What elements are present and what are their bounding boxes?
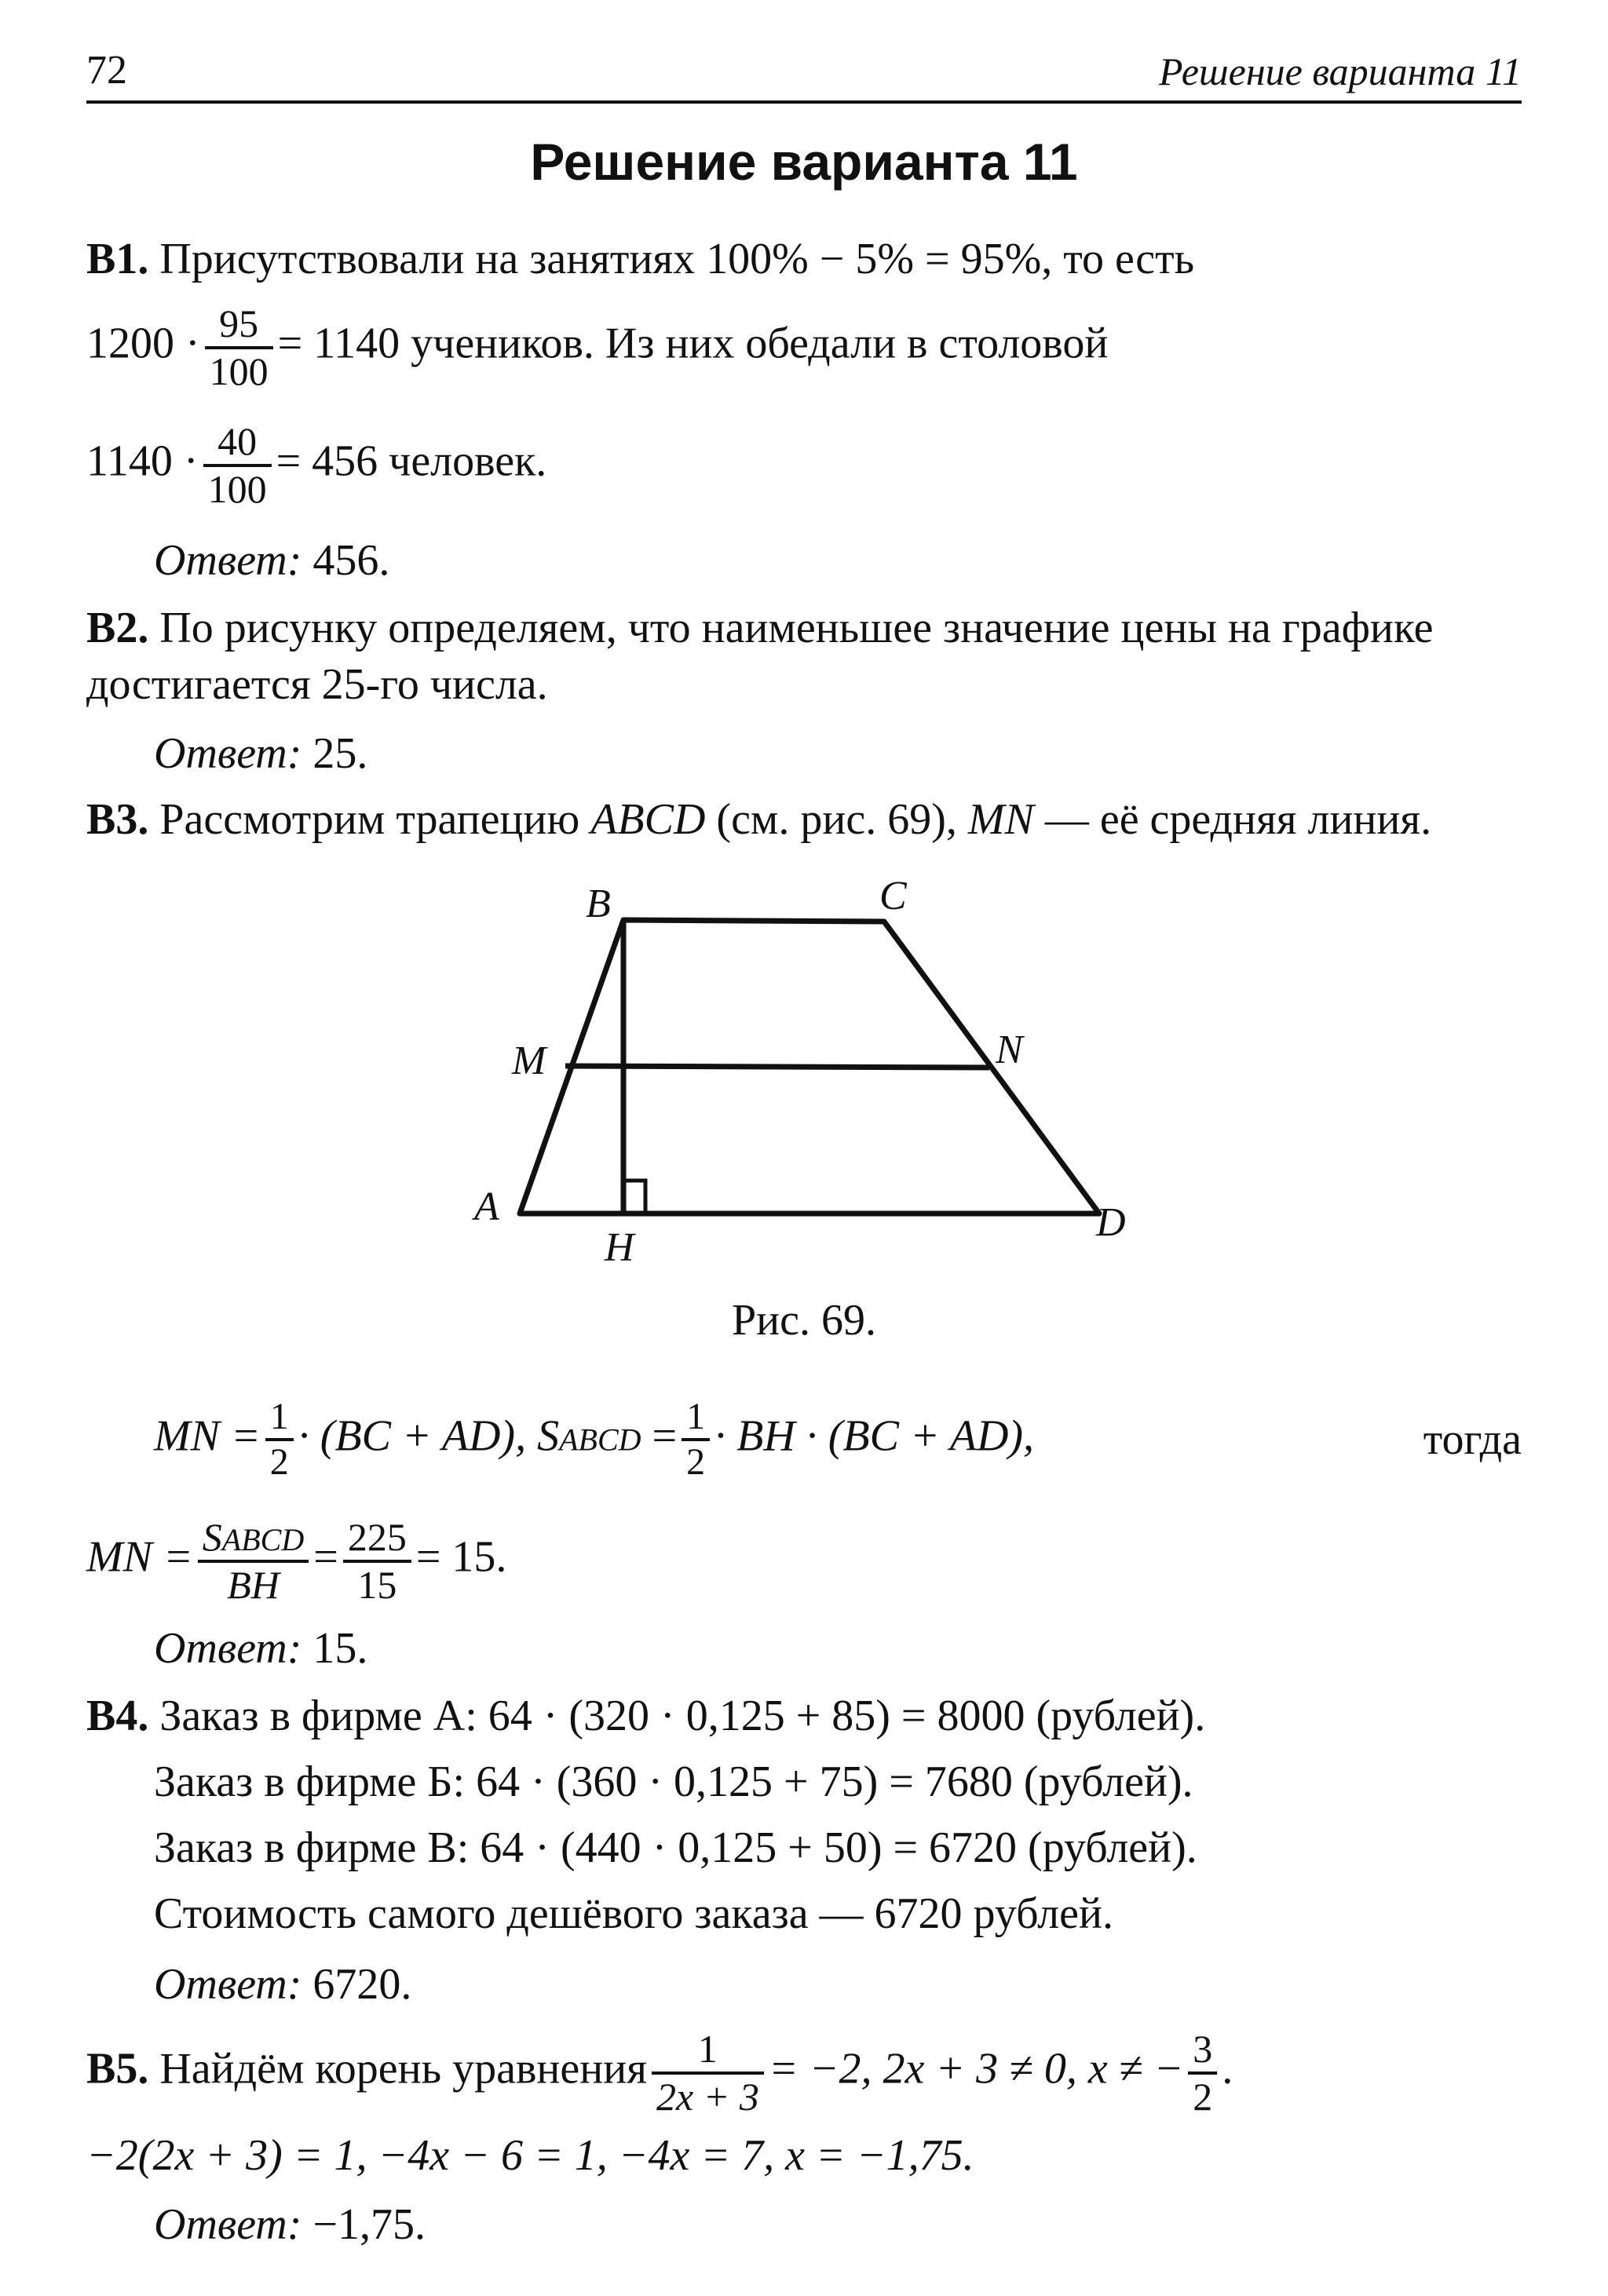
b4-answer: [154, 1960, 412, 2009]
b1-label: B1.: [86, 235, 149, 283]
b2-answer: [154, 729, 368, 778]
figure-caption: Рис. 69.: [732, 1296, 876, 1345]
b3-answer: [154, 1624, 368, 1673]
b2-line2: достигается 25-го числа.: [86, 660, 548, 709]
b5-text-b: = −2, 2x + 3 ≠ 0, x ≠ −: [768, 2044, 1184, 2093]
frac-den: 100: [205, 346, 273, 392]
answer-value: 6720.: [312, 1960, 412, 2009]
fraction-one-half: [265, 1397, 294, 1483]
frac-den: 15: [343, 1560, 411, 1606]
fraction-one-over-2x3: [652, 2028, 764, 2117]
label-c: C: [879, 874, 907, 918]
b4-line1: [86, 1694, 1205, 1738]
trapezoid-figure: [440, 863, 1146, 1272]
frac-den: 2: [265, 1438, 294, 1482]
label-a: A: [474, 1185, 499, 1229]
label-h: H: [605, 1225, 634, 1270]
label-m: M: [512, 1038, 546, 1083]
frac-den: 2: [682, 1438, 710, 1482]
b3-text-b: (см. рис. 69),: [716, 795, 957, 844]
right-angle-mark: [623, 1181, 645, 1214]
frac-num: 225: [347, 1515, 407, 1559]
b1-text: Присутствовали на занятиях 100% − 5% = 95%, то есть: [159, 235, 1195, 283]
b3-formula1-expr: [154, 1397, 1034, 1483]
b3-var-abcd: ABCD: [590, 795, 706, 844]
page-title: Решение варианта 11: [530, 133, 1078, 191]
b3-f1-sum: · (BC + AD),: [298, 1411, 527, 1461]
b4-line3: Заказ в фирме В: 64 · (440 · 0,125 + 50) = 6720 (рублей).: [154, 1823, 1197, 1872]
b1-line2: [86, 303, 1108, 392]
b5-line2: −2(2x + 3) = 1, −4x − 6 = 1, −4x = 7, x = −1,75.: [86, 2131, 974, 2180]
b1-line3: [86, 421, 546, 509]
b3-f2-sub: ABCD: [221, 1522, 305, 1557]
answer-label: Ответ:: [154, 536, 302, 585]
b3-f1-tail: тогда: [1423, 1415, 1522, 1465]
label-n: N: [996, 1028, 1023, 1072]
b5-label: B5.: [86, 2044, 149, 2093]
b2-text: По рисунку определяем, что наименьшее значение цены на графике: [159, 604, 1434, 652]
frac-num: 40: [217, 419, 258, 463]
answer-value: −1,75.: [312, 2200, 426, 2249]
b3-text-a: Рассмотрим трапецию: [159, 795, 580, 844]
frac-num: 3: [1193, 2027, 1213, 2071]
frac-den: 2x + 3: [652, 2072, 764, 2118]
fraction-225-15: [343, 1517, 411, 1605]
answer-value: 25.: [312, 729, 368, 778]
page-number: 72: [86, 48, 127, 93]
label-d: D: [1096, 1200, 1126, 1245]
answer-label: Ответ:: [154, 1624, 302, 1673]
b3-f1-sub: ABCD: [559, 1422, 641, 1458]
b3-f1-eq: =: [652, 1411, 678, 1461]
b3-formula1: [154, 1397, 1522, 1483]
b4-label: B4.: [86, 1692, 149, 1740]
frac-num: 1: [269, 1396, 289, 1437]
b1-fraction-40-100: [203, 421, 272, 509]
b5-line1: [86, 2028, 1233, 2117]
b4-line2: Заказ в фирме Б: 64 · (360 · 0,125 + 75) = 7680 (рублей).: [154, 1758, 1193, 1806]
fraction-area-over-bh: [198, 1517, 309, 1605]
b1-l2-left: 1200 ·: [86, 319, 200, 368]
midline-mn: [565, 1066, 989, 1068]
b3-f1-area: · BH · (BC + AD),: [714, 1411, 1035, 1461]
b1-fraction-95-100: [205, 303, 273, 392]
frac-num: [198, 1517, 309, 1560]
fraction-one-half-2: [682, 1397, 710, 1483]
running-title: Решение варианта 11: [1158, 49, 1522, 93]
b2-label: B2.: [86, 604, 149, 652]
b1-l3-left: 1140 ·: [86, 436, 199, 486]
answer-value: 456.: [312, 536, 390, 585]
b1-answer: [154, 536, 390, 585]
frac-den: 100: [203, 464, 272, 510]
b2-line1: [86, 606, 1434, 650]
frac-num: 95: [219, 301, 259, 345]
b5-text-a: Найдём корень уравнения: [159, 2044, 647, 2093]
b3-f2-result: = 15.: [415, 1532, 507, 1582]
b3-var-mn: MN: [967, 795, 1034, 844]
b3-f1-mn: MN =: [154, 1411, 261, 1461]
b5-text-c: .: [1222, 2044, 1233, 2093]
b3-text-c: — её средняя линия.: [1044, 795, 1432, 844]
fraction-three-halves: [1188, 2028, 1217, 2117]
b3-label: B3.: [86, 795, 149, 844]
b3-f2-mn: MN =: [86, 1532, 193, 1582]
frac-num: 1: [697, 2027, 718, 2071]
b5-answer: [154, 2200, 426, 2249]
label-b: B: [586, 882, 611, 926]
answer-value: 15.: [312, 1624, 368, 1673]
b4-line4: Стоимость самого дешёвого заказа — 6720 рублей.: [154, 1889, 1113, 1938]
b1-l3-right: = 456 человек.: [276, 436, 547, 486]
b4-text-1: Заказ в фирме А: 64 · (320 · 0,125 + 85) = 8000 (рублей).: [159, 1692, 1206, 1740]
answer-label: Ответ:: [154, 1960, 302, 2009]
answer-label: Ответ:: [154, 729, 302, 778]
b3-line1: [86, 795, 1432, 844]
b1-l2-right: = 1140 учеников. Из них обедали в столовой: [277, 319, 1109, 368]
b3-f2-eq: =: [313, 1532, 338, 1582]
header-rule: [86, 100, 1522, 104]
b3-f2-s: S: [202, 1515, 222, 1559]
b3-formula2: [86, 1517, 506, 1605]
b3-f1-s: S: [537, 1411, 560, 1461]
frac-den: BH: [198, 1560, 309, 1606]
frac-num: 1: [686, 1396, 706, 1437]
frac-den: 2: [1188, 2072, 1217, 2118]
b1-line1: [86, 237, 1194, 281]
answer-label: Ответ:: [154, 2200, 302, 2249]
